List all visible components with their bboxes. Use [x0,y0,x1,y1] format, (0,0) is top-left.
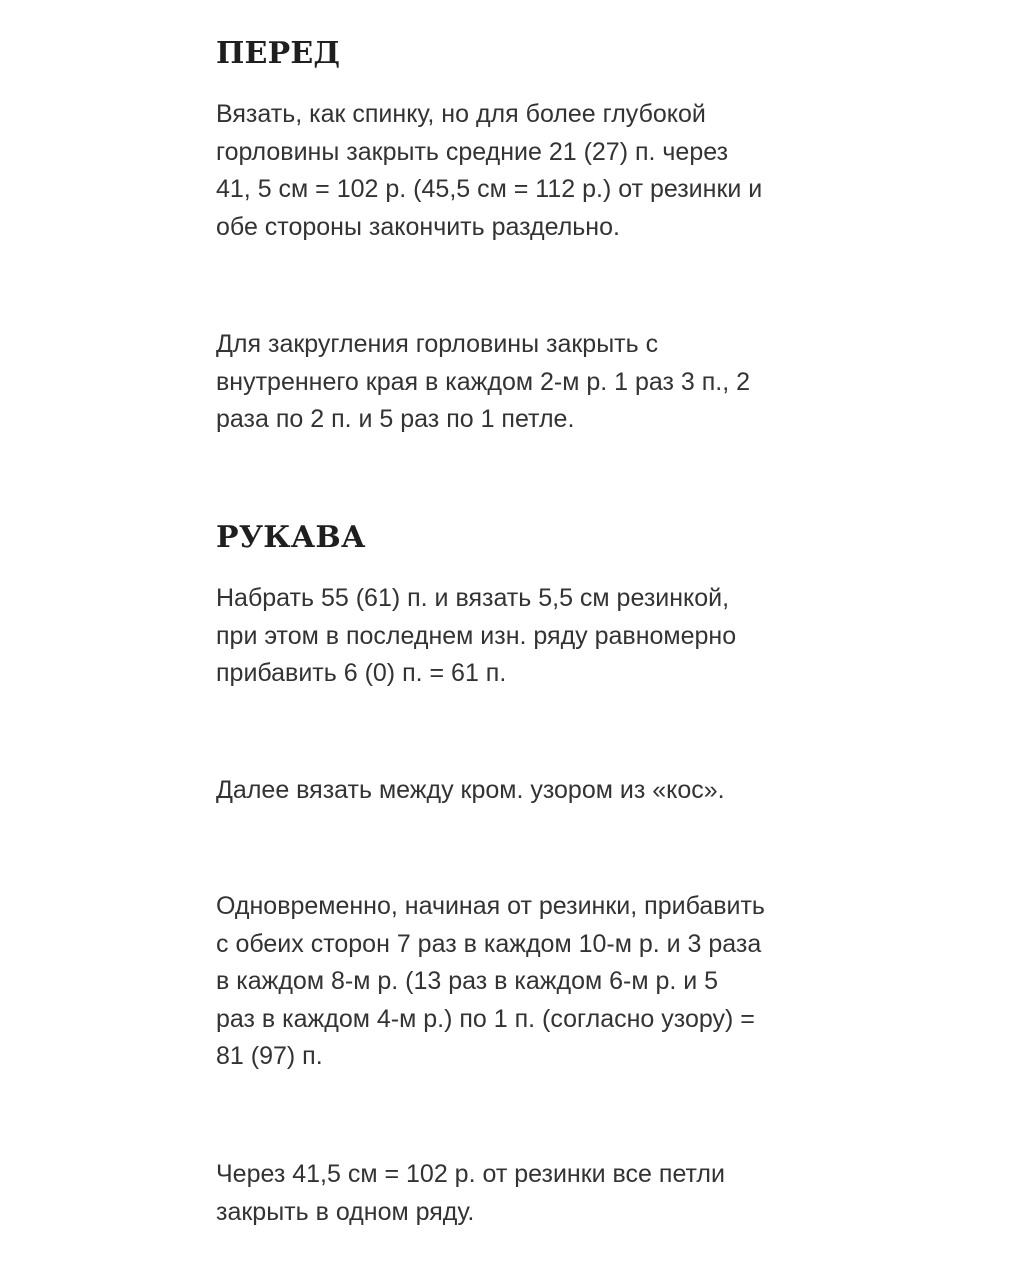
text-line: обе стороны закончить раздельно. [216,212,620,241]
text-line: Далее вязать между кром. узором из «кос». [216,776,725,804]
text-line: внутреннего края в каждом 2-м р. 1 раз 3 п., 2 [216,367,751,396]
text-line: с обеих сторон 7 раз в каждом 10-м р. и 3 раза [216,929,762,958]
text-line: Одновременно, начиная от резинки, прибавить [216,892,765,920]
paragraph-front-2 [216,326,750,439]
text-line: раза по 2 п. и 5 раз по 1 петле. [216,405,575,433]
text-line: Набрать 55 (61) п. и вязать 5,5 см резинкой, [216,584,730,612]
section-heading-front: ПЕРЕД [216,36,341,71]
text-line: Через 41,5 см = 102 р. от резинки все петли [216,1160,725,1188]
text-line: раз в каждом 4-м р.) по 1 п. (согласно узору) = [216,1004,755,1033]
text-line: при этом в последнем изн. ряду равномерно [216,621,737,650]
text-line: горловины закрыть средние 21 (27) п. через [216,137,729,166]
paragraph-sleeves-3 [216,888,765,1076]
text-line: 81 (97) п. [216,1042,323,1070]
text-line: прибавить 6 (0) п. = 61 п. [216,659,507,687]
text-line: в каждом 8-м р. (13 раз в каждом 6-м р. и 5 [216,967,719,995]
paragraph-sleeves-4 [216,1156,725,1231]
text-line: Для закругления горловины закрыть с [216,330,659,358]
paragraph-sleeves-1 [216,580,736,693]
paragraph-front-1 [216,96,762,246]
text-line: 41, 5 см = 102 р. (45,5 см = 112 р.) от резинки и [216,175,763,203]
text-line: закрыть в одном ряду. [216,1197,475,1226]
text-line: Вязать, как спинку, но для более глубокой [216,100,706,128]
section-heading-sleeves: РУКАВА [216,520,366,555]
paragraph-sleeves-2 [216,772,725,810]
